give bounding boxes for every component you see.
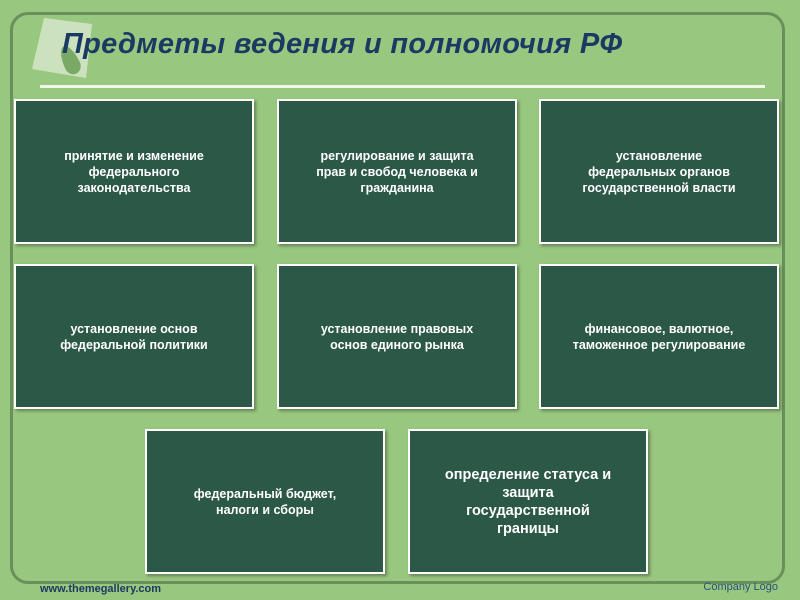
slide-title: Предметы ведения и полномочия РФ: [62, 28, 623, 60]
power-box: регулирование и защита прав и свобод человека и гражданина: [277, 99, 517, 244]
power-box: финансовое, валютное, таможенное регулирование: [539, 264, 779, 409]
power-box: федеральный бюджет, налоги и сборы: [145, 429, 385, 574]
company-logo: Company Logo: [703, 581, 778, 593]
power-box: установление правовых основ единого рынка: [277, 264, 517, 409]
power-box: определение статуса и защита государственной границы: [408, 429, 648, 574]
footer-website: www.themegallery.com: [40, 583, 162, 595]
power-box: установление федеральных органов государственной власти: [539, 99, 779, 244]
title-divider: [40, 85, 765, 88]
power-box: установление основ федеральной политики: [14, 264, 254, 409]
power-box: принятие и изменение федерального законодательства: [14, 99, 254, 244]
